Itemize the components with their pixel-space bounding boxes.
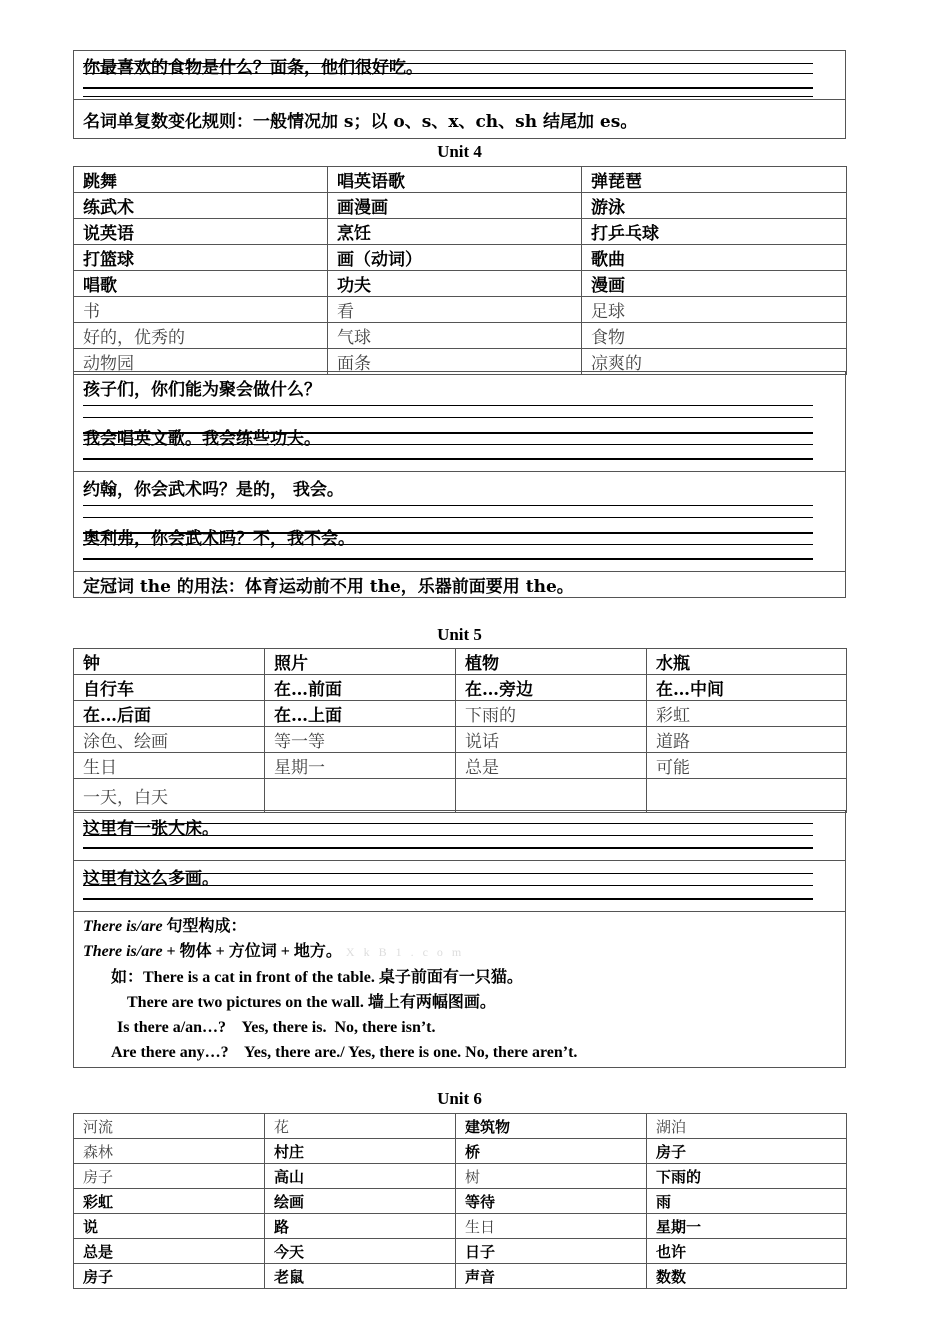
wushu-answer: 奥利弗，你会武术吗？不，我不会。: [83, 529, 355, 549]
vocab-cell: 钟: [74, 649, 265, 675]
writing-line: [83, 87, 813, 89]
unit4-row: [74, 323, 847, 349]
vocab-cell: 功夫: [328, 271, 582, 297]
writing-line: [83, 847, 813, 849]
unit6-row: [74, 1239, 847, 1264]
big-bed-sentence: 这里有一张大床。: [83, 819, 219, 839]
article-rule-cell: [74, 572, 846, 598]
vocab-cell: [456, 779, 647, 813]
vocab-cell: 在…前面: [265, 675, 456, 701]
unit6-title: Unit 6: [437, 1089, 482, 1108]
vocab-cell: 游泳: [582, 193, 847, 219]
vocab-cell: 也许: [647, 1239, 847, 1264]
unit5-row: [74, 701, 847, 727]
vocab-cell: 漫画: [582, 271, 847, 297]
grammar-line-5: Is there a/an…? Yes, there is. No, there isn’t.: [117, 1019, 436, 1036]
article-rule-note: 定冠词 the 的用法：体育运动前不用 the，乐器前面要用 the。: [83, 577, 574, 597]
vocab-cell: 今天: [265, 1239, 456, 1264]
vocab-cell: 房子: [74, 1264, 265, 1289]
vocab-cell: 好的，优秀的: [74, 323, 328, 349]
vocab-cell: 弹琵琶: [582, 167, 847, 193]
grammar-line-4: There are two pictures on the wall. 墙上有两幅图画。: [127, 994, 496, 1011]
vocab-cell: 植物: [456, 649, 647, 675]
vocab-cell: 生日: [74, 753, 265, 779]
unit4-row: [74, 167, 847, 193]
unit4-title: Unit 4: [437, 142, 482, 161]
vocab-cell: 说: [74, 1214, 265, 1239]
vocab-cell: 足球: [582, 297, 847, 323]
vocab-cell: 看: [328, 297, 582, 323]
favorite-food-sentence: 你最喜欢的食物是什么？面条，他们很好吃。: [83, 58, 423, 78]
vocab-cell: 气球: [328, 323, 582, 349]
unit4-sentence-table: [73, 371, 846, 598]
writing-line: [83, 898, 813, 900]
vocab-cell: 星期一: [647, 1214, 847, 1239]
vocab-cell: 河流: [74, 1114, 265, 1139]
plural-rule-cell: [74, 100, 846, 139]
vocab-cell: 下雨的: [456, 701, 647, 727]
vocab-cell: 凉爽的: [582, 349, 847, 375]
vocab-cell: 老鼠: [265, 1264, 456, 1289]
unit4-row: [74, 219, 847, 245]
vocab-cell: 唱英语歌: [328, 167, 582, 193]
unit4-row: [74, 193, 847, 219]
many-pictures-sentence: 这里有这么多画。: [83, 869, 219, 889]
unit5-title: Unit 5: [437, 625, 482, 644]
vocab-cell: 声音: [456, 1264, 647, 1289]
vocab-cell: 画（动词）: [328, 245, 582, 271]
vocab-cell: 一天，白天: [74, 779, 265, 813]
party-question: 孩子们，你们能为聚会做什么？: [83, 380, 321, 400]
vocab-cell: 说英语: [74, 219, 328, 245]
vocab-cell: 雨: [647, 1189, 847, 1214]
party-answer: 我会唱英文歌。我会练些功夫。: [83, 429, 321, 449]
vocab-cell: 跳舞: [74, 167, 328, 193]
vocab-cell: 绘画: [265, 1189, 456, 1214]
unit5-row: [74, 675, 847, 701]
vocab-cell: 花: [265, 1114, 456, 1139]
unit6-row: [74, 1189, 847, 1214]
vocab-cell: 路: [265, 1214, 456, 1239]
plural-rule-note: 名词单复数变化规则：一般情况加 s；以 o、s、x、ch、sh 结尾加 es。: [83, 111, 638, 132]
vocab-cell: 涂色、绘画: [74, 727, 265, 753]
vocab-cell: 烹饪: [328, 219, 582, 245]
unit5-pictures-cell: [74, 861, 846, 912]
unit4-row: [74, 297, 847, 323]
vocab-cell: 歌曲: [582, 245, 847, 271]
vocab-cell: 动物园: [74, 349, 328, 375]
watermark: X k B 1 . c o m: [345, 945, 465, 959]
unit6-row: [74, 1114, 847, 1139]
vocab-cell: 书: [74, 297, 328, 323]
unit5-row: [74, 779, 847, 813]
unit5-sentence-table: [73, 810, 846, 1068]
writing-line: [83, 417, 813, 418]
unit6-row: [74, 1139, 847, 1164]
vocab-cell: 村庄: [265, 1139, 456, 1164]
vocab-cell: 下雨的: [647, 1164, 847, 1189]
unit5-bed-cell: [74, 811, 846, 861]
writing-line: [83, 458, 813, 460]
grammar-line-6: Are there any…? Yes, there are./ Yes, there is one. No, there aren’t.: [111, 1044, 578, 1061]
grammar-line-2: There is/are + 物体 + 方位词 + 地方。 X k B 1 . c o m: [83, 943, 465, 960]
vocab-cell: 自行车: [74, 675, 265, 701]
there-be-grammar-cell: [74, 912, 846, 1068]
vocab-cell: 彩虹: [647, 701, 847, 727]
vocab-cell: 唱歌: [74, 271, 328, 297]
unit5-row: [74, 753, 847, 779]
vocab-cell: 面条: [328, 349, 582, 375]
writing-line: [83, 96, 813, 97]
vocab-cell: 房子: [647, 1139, 847, 1164]
vocab-cell: 彩虹: [74, 1189, 265, 1214]
top-table: [73, 50, 846, 139]
vocab-cell: 水瓶: [647, 649, 847, 675]
writing-line: [83, 517, 813, 518]
unit5-row: [74, 649, 847, 675]
vocab-cell: 桥: [456, 1139, 647, 1164]
wushu-question: 约翰，你会武术吗？是的， 我会。: [83, 480, 344, 500]
vocab-cell: 可能: [647, 753, 847, 779]
vocab-cell: 打乒乓球: [582, 219, 847, 245]
vocab-cell: 房子: [74, 1164, 265, 1189]
unit5-vocab-table: [73, 648, 847, 813]
writing-line: [83, 505, 813, 506]
unit5-row: [74, 727, 847, 753]
vocab-cell: 道路: [647, 727, 847, 753]
unit4-vocab-table: [73, 166, 847, 375]
vocab-cell: 总是: [74, 1239, 265, 1264]
vocab-cell: 总是: [456, 753, 647, 779]
unit4-wushu-cell: [74, 472, 846, 572]
vocab-cell: 森林: [74, 1139, 265, 1164]
vocab-cell: 等待: [456, 1189, 647, 1214]
grammar-line-1: There is/are 句型构成：: [83, 918, 247, 935]
unit6-vocab-table: [73, 1113, 847, 1289]
vocab-cell: 在…上面: [265, 701, 456, 727]
vocab-cell: 照片: [265, 649, 456, 675]
vocab-cell: 食物: [582, 323, 847, 349]
unit4-row: [74, 271, 847, 297]
vocab-cell: [647, 779, 847, 813]
vocab-cell: 画漫画: [328, 193, 582, 219]
vocab-cell: 打篮球: [74, 245, 328, 271]
vocab-cell: 日子: [456, 1239, 647, 1264]
vocab-cell: 在…中间: [647, 675, 847, 701]
vocab-cell: 在…旁边: [456, 675, 647, 701]
vocab-cell: 生日: [456, 1214, 647, 1239]
vocab-cell: 星期一: [265, 753, 456, 779]
grammar-line-3: 如：There is a cat in front of the table. 桌子前面有一只猫。: [111, 969, 523, 986]
vocab-cell: 高山: [265, 1164, 456, 1189]
favorite-food-cell: [74, 51, 846, 100]
vocab-cell: 建筑物: [456, 1114, 647, 1139]
unit4-row: [74, 245, 847, 271]
unit4-party-cell: [74, 372, 846, 472]
vocab-cell: 在…后面: [74, 701, 265, 727]
vocab-cell: 说话: [456, 727, 647, 753]
unit6-row: [74, 1264, 847, 1289]
vocab-cell: 练武术: [74, 193, 328, 219]
writing-line: [83, 558, 813, 560]
unit6-row: [74, 1164, 847, 1189]
vocab-cell: 数数: [647, 1264, 847, 1289]
vocab-cell: 树: [456, 1164, 647, 1189]
unit6-row: [74, 1214, 847, 1239]
vocab-cell: [265, 779, 456, 813]
writing-line: [83, 405, 813, 406]
vocab-cell: 湖泊: [647, 1114, 847, 1139]
vocab-cell: 等一等: [265, 727, 456, 753]
